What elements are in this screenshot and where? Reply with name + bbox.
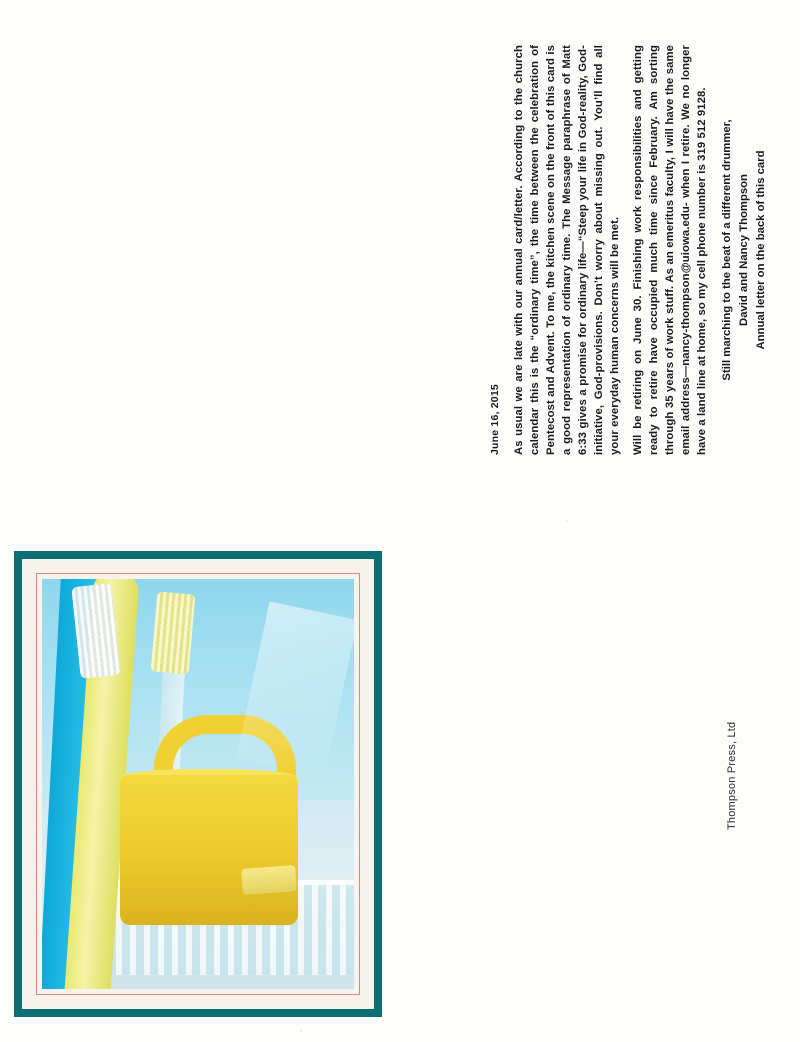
- closing-signature: David and Nancy Thompson: [738, 174, 751, 326]
- image-second-brush-bristles: [151, 591, 196, 674]
- kitchen-scene-image: [42, 579, 354, 989]
- letter-text-block: [489, 0, 789, 455]
- scan-speck: [300, 1030, 302, 1032]
- closing-line-1: Still marching to the beat of a different drummer,: [721, 119, 734, 381]
- publisher-credit: Thompson Press, Ltd: [726, 721, 738, 830]
- letter-paragraph-1: As usual we are late with our annual card/letter. According to the church calendar this is the “ordinary time”, the time between the celebration of Pentecost and Advent. To me, the kitchen scene on the front of this card is a good representation of ordinary time. The Message paraphrase of Matt 6:33 gives a promise for ordinary life—“Steep your life in God-reality, God-initiative, God-provisions. Don’t worry about missing out. You’ll find all your everyday human concerns will be met.: [513, 45, 622, 455]
- image-sponge: [241, 865, 297, 895]
- card-front-photo: [14, 551, 382, 1017]
- letter-date: June 16, 2015: [489, 384, 501, 455]
- image-yellow-mug: [120, 775, 298, 925]
- letter-closing: [719, 45, 770, 455]
- closing-note: Annual letter on the back of this card: [755, 150, 768, 350]
- letter-paragraph-2: Will be retiring on June 30. Finishing work responsibilities and getting ready to retire have occupied much time since February. Am sorting through 35 years of work stuff. As an emeritus faculty, I will have the same email address—nancy-thompson@uiowa.edu- when I retire. We no longer have a land line at home, so my cell phone number is 319 512 9128.: [632, 45, 709, 455]
- scan-speck: [566, 520, 568, 522]
- letter-body: [511, 45, 710, 455]
